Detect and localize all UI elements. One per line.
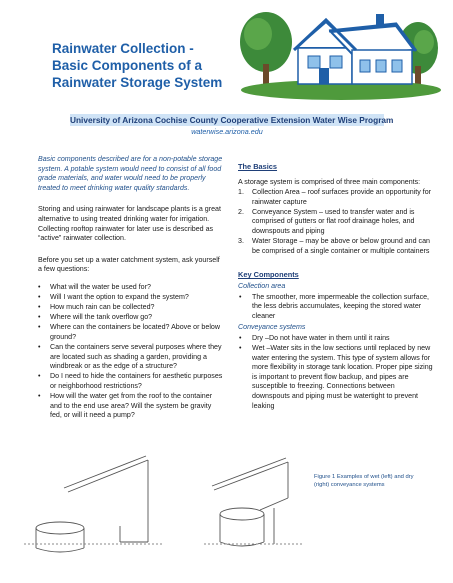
left-column <box>38 155 224 421</box>
conveyance-label: Conveyance systems <box>238 323 306 332</box>
key-components-heading: Key Components <box>238 270 299 280</box>
collection-area-label: Collection area <box>238 281 286 290</box>
website-link[interactable]: waterwise.arizona.edu <box>191 127 263 136</box>
right-column <box>238 162 434 412</box>
document-title <box>52 40 252 91</box>
list-item <box>238 188 434 207</box>
house-illustration <box>236 4 446 104</box>
intro-note: Basic components described are for a non-potable storage system. A potable system would need to consist of all food grade materials, and water would need to be properly treated to meet drinking water quality standards. <box>38 155 223 192</box>
basics-heading: The Basics <box>238 162 278 171</box>
item-text: Collection Area – roof surfaces provide an opportunity for rainwater capture <box>252 188 432 206</box>
list-item: • Do I need to hide the containers for aesthetic purposes or neighborhood restrictions? <box>38 372 224 391</box>
conveyance-figure <box>24 448 324 558</box>
list-item: • Where will the tank overflow go? <box>38 313 224 323</box>
basics-intro: A storage system is comprised of three main components: <box>238 177 421 186</box>
title-line-1: Rainwater Collection - <box>52 41 194 56</box>
list-item: • How will the water get from the roof to the container and to the end use area? Will the system be gravity fed, or will it need a pump? <box>38 392 224 421</box>
item-number: 3. <box>238 237 244 246</box>
program-banner: University of Arizona Cochise County Cooperative Extension Water Wise Program <box>70 115 394 125</box>
title-line-2: Basic Components of a <box>52 58 203 73</box>
components-list <box>238 188 434 256</box>
list-item: • Dry –Do not have water in them until it rains <box>238 334 434 344</box>
item-text: Conveyance System – used to transfer water and is comprised of gutters or flat roof drainage holes, and downspouts and piping <box>252 207 415 236</box>
list-item: • Can the containers serve several purposes where they are located such as shading a garden, providing a windbreak or as the edge of a structure? <box>38 343 224 372</box>
item-number: 1. <box>238 188 244 197</box>
list-item: • What will the water be used for? <box>38 283 224 293</box>
title-line-3: Rainwater Storage System <box>52 75 223 90</box>
collection-list <box>238 293 434 322</box>
item-text: Water Storage – may be above or below ground and can be comprised of a single container or multiple containers <box>252 237 430 255</box>
list-item: • Wet –Water sits in the low sections until replaced by new water entering the system. This type of system allows for more flexibility in storage tank location. Proper pipe sizing is important to prevent flow backup, and pipes are susceptible to freezing. Connections between downspouts and piping must be watertight to prevent leaking <box>238 344 434 411</box>
questions-lead: Before you set up a water catchment system, ask yourself a few questions: <box>38 255 220 274</box>
list-item: • How much rain can be collected? <box>38 303 224 313</box>
questions-list <box>38 283 224 421</box>
list-item <box>238 237 434 256</box>
list-item <box>238 208 434 237</box>
list-item: • Where can the containers be located? Above or below ground? <box>38 323 224 342</box>
list-item: • Will I want the option to expand the system? <box>38 293 224 303</box>
intro-paragraph: Storing and using rainwater for landscape plants is a great alternative to using treated drinking water for irrigation. Collecting rooftop rainwater for later use is described as “active” rainwater collection. <box>38 205 221 243</box>
figure-caption: Figure 1 Examples of wet (left) and dry (right) conveyance systems <box>314 474 414 488</box>
conveyance-list <box>238 334 434 411</box>
item-number: 2. <box>238 207 244 216</box>
list-item: • The smoother, more impermeable the collection surface, the less debris accumulates, keeping the stored water cleaner <box>238 293 434 322</box>
